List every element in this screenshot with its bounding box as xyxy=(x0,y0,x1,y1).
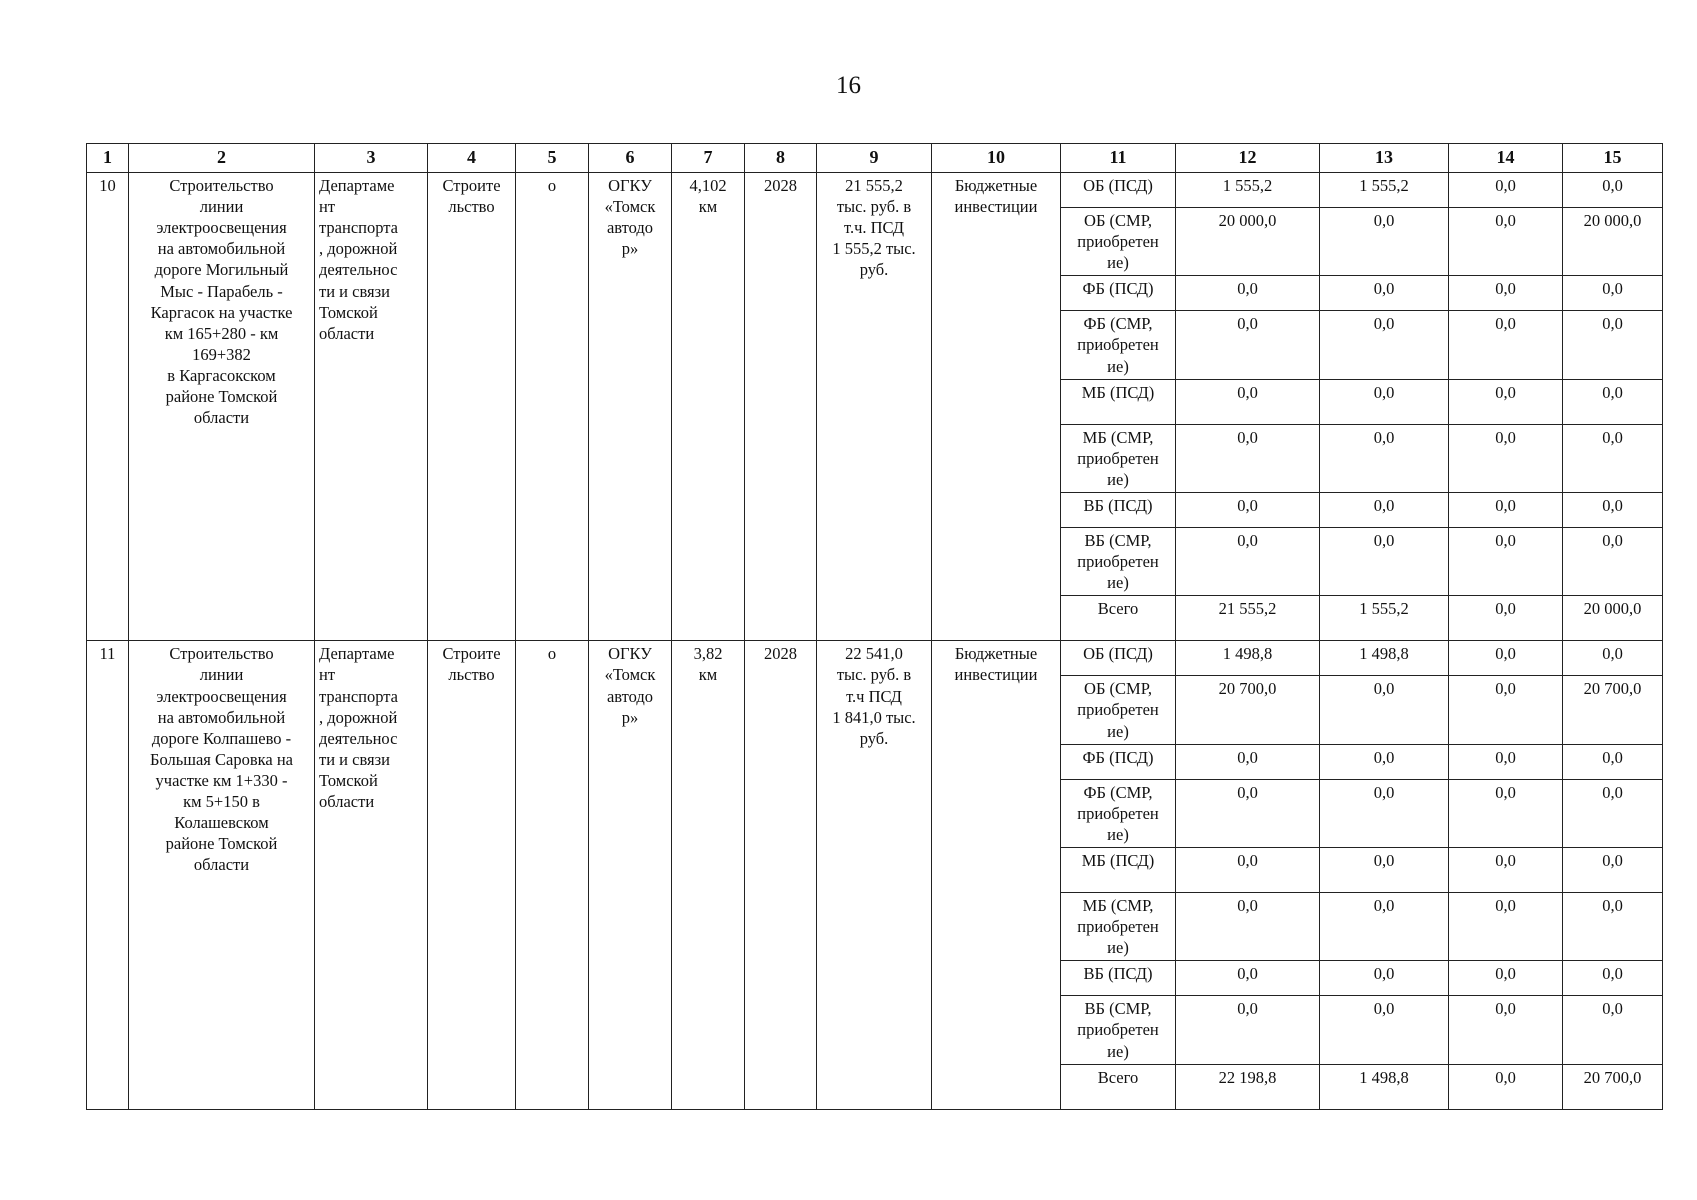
amount-col13-text: 0,0 xyxy=(1373,850,1395,870)
amount-total-text: 0,0 xyxy=(1237,999,1258,1019)
amount-col15 xyxy=(1563,676,1663,744)
page-number: 16 xyxy=(836,72,861,99)
amount-col15-text: 0,0 xyxy=(1602,782,1623,802)
amount-col14-text: 0,0 xyxy=(1495,1067,1516,1087)
amount-total xyxy=(1176,173,1320,208)
amount-total-text: 0,0 xyxy=(1237,782,1258,802)
amount-col13-text: 0,0 xyxy=(1373,279,1395,299)
amount-total xyxy=(1176,641,1320,676)
amount-col13-text: 1 498,8 xyxy=(1359,644,1409,664)
amount-col13 xyxy=(1320,173,1449,208)
project-customer-text: ОГКУ «Томск автодо р» xyxy=(604,176,656,259)
amount-col15 xyxy=(1563,641,1663,676)
amount-col14-text: 0,0 xyxy=(1495,747,1516,767)
amount-col13-text: 0,0 xyxy=(1373,895,1395,915)
amount-col13 xyxy=(1320,527,1449,595)
header-cell: 6 xyxy=(589,144,672,173)
amount-col13 xyxy=(1320,676,1449,744)
amount-col14 xyxy=(1449,311,1563,379)
amount-total xyxy=(1176,996,1320,1064)
header-cell: 1 xyxy=(87,144,129,173)
funding-source xyxy=(1061,1064,1176,1109)
amount-col14 xyxy=(1449,492,1563,527)
amount-total xyxy=(1176,961,1320,996)
amount-col14-text: 0,0 xyxy=(1495,679,1516,699)
amount-col14 xyxy=(1449,173,1563,208)
amount-total-text: 1 555,2 xyxy=(1222,176,1273,195)
funding-source xyxy=(1061,276,1176,311)
amount-col14-text: 0,0 xyxy=(1495,644,1516,664)
project-form xyxy=(932,173,1061,641)
amount-col14-text: 0,0 xyxy=(1495,999,1516,1019)
amount-total-text: 22 198,8 xyxy=(1218,1067,1277,1087)
amount-col15-text: 0,0 xyxy=(1602,850,1623,870)
amount-total xyxy=(1176,1064,1320,1109)
amount-col14-text: 0,0 xyxy=(1495,211,1516,230)
amount-col14 xyxy=(1449,424,1563,492)
funding-source-text: МБ (СМР, приобретен ие) xyxy=(1077,895,1159,958)
amount-total xyxy=(1176,676,1320,744)
amount-col14 xyxy=(1449,641,1563,676)
header-row xyxy=(87,144,1663,173)
table-row xyxy=(87,641,1663,676)
amount-total-text: 0,0 xyxy=(1237,850,1258,870)
project-customer xyxy=(589,641,672,1109)
amount-col15-text: 0,0 xyxy=(1602,964,1623,984)
project-col5-text: о xyxy=(547,644,557,664)
amount-col13-text: 0,0 xyxy=(1373,999,1395,1019)
amount-total xyxy=(1176,892,1320,960)
header-cell: 2 xyxy=(129,144,315,173)
amount-col13-text: 0,0 xyxy=(1373,427,1395,447)
funding-source xyxy=(1061,527,1176,595)
header-cell: 9 xyxy=(817,144,932,173)
amount-col14-text: 0,0 xyxy=(1495,530,1516,550)
project-number xyxy=(87,641,129,1109)
amount-col15 xyxy=(1563,311,1663,379)
amount-col15-text: 0,0 xyxy=(1602,999,1623,1019)
project-cost-text: 21 555,2 тыс. руб. в т.ч. ПСД 1 555,2 тыс. руб. xyxy=(832,176,916,280)
amount-col14 xyxy=(1449,847,1563,892)
amount-col15-text: 0,0 xyxy=(1602,176,1623,195)
table-row xyxy=(87,173,1663,208)
amount-col13 xyxy=(1320,641,1449,676)
amount-col14-text: 0,0 xyxy=(1495,427,1516,447)
amount-col13-text: 1 555,2 xyxy=(1359,599,1409,619)
amount-col15-text: 20 700,0 xyxy=(1583,1067,1642,1087)
amount-col15 xyxy=(1563,379,1663,424)
amount-total-text: 0,0 xyxy=(1237,495,1258,515)
amount-col13 xyxy=(1320,276,1449,311)
amount-total-text: 0,0 xyxy=(1237,279,1258,299)
funding-source-text: ОБ (ПСД) xyxy=(1083,644,1153,664)
investment-table xyxy=(86,143,1663,1110)
amount-col15 xyxy=(1563,996,1663,1064)
amount-total xyxy=(1176,847,1320,892)
project-number-text: 10 xyxy=(99,176,116,195)
project-type xyxy=(428,641,516,1109)
amount-col14 xyxy=(1449,744,1563,779)
funding-source-text: ОБ (ПСД) xyxy=(1083,176,1153,195)
amount-total xyxy=(1176,744,1320,779)
amount-col15-text: 0,0 xyxy=(1602,895,1623,915)
amount-total-text: 0,0 xyxy=(1237,964,1258,984)
funding-source-text: Всего xyxy=(1097,599,1139,619)
amount-col14-text: 0,0 xyxy=(1495,176,1516,195)
amount-col15 xyxy=(1563,892,1663,960)
amount-col13-text: 0,0 xyxy=(1373,495,1395,515)
amount-col15 xyxy=(1563,744,1663,779)
amount-col14-text: 0,0 xyxy=(1495,382,1516,402)
header-cell: 7 xyxy=(672,144,745,173)
project-department xyxy=(315,641,428,1109)
amount-col15 xyxy=(1563,596,1663,641)
funding-source-text: МБ (ПСД) xyxy=(1081,850,1155,870)
funding-source xyxy=(1061,961,1176,996)
funding-source xyxy=(1061,424,1176,492)
header-cell: 10 xyxy=(932,144,1061,173)
amount-col13-text: 0,0 xyxy=(1373,382,1395,402)
project-department-text: Департаме нт транспорта , дорожной деятельнос ти и связи Томской области xyxy=(319,176,398,343)
funding-source xyxy=(1061,311,1176,379)
amount-col14-text: 0,0 xyxy=(1495,314,1516,334)
header-cell: 12 xyxy=(1176,144,1320,173)
amount-col14-text: 0,0 xyxy=(1495,850,1516,870)
amount-col15 xyxy=(1563,276,1663,311)
funding-source-text: ОБ (СМР, приобретен ие) xyxy=(1077,679,1159,741)
amount-col15 xyxy=(1563,527,1663,595)
project-capacity-text: 4,102 км xyxy=(689,176,727,217)
amount-total-text: 0,0 xyxy=(1237,895,1258,915)
amount-col15-text: 20 000,0 xyxy=(1583,599,1642,619)
amount-col13 xyxy=(1320,961,1449,996)
project-customer-text: ОГКУ «Томск автодо р» xyxy=(604,644,656,727)
amount-total xyxy=(1176,379,1320,424)
amount-col13-text: 0,0 xyxy=(1373,211,1395,230)
amount-total xyxy=(1176,527,1320,595)
amount-col15 xyxy=(1563,208,1663,276)
amount-col15 xyxy=(1563,1064,1663,1109)
amount-col14 xyxy=(1449,276,1563,311)
amount-col14-text: 0,0 xyxy=(1495,895,1516,915)
amount-col13 xyxy=(1320,1064,1449,1109)
funding-source xyxy=(1061,779,1176,847)
project-col5 xyxy=(516,173,589,641)
project-number xyxy=(87,173,129,641)
amount-col15 xyxy=(1563,424,1663,492)
project-name-text: Строительство линии электроосвещения на автомобильной дороге Колпашево - Большая Саровка на участке км 1+330 - км 5+150 в Колашевском районе Томской области xyxy=(150,644,293,875)
header-cell: 11 xyxy=(1061,144,1176,173)
project-capacity xyxy=(672,641,745,1109)
amount-col13 xyxy=(1320,424,1449,492)
amount-col15-text: 0,0 xyxy=(1602,382,1623,402)
amount-total xyxy=(1176,596,1320,641)
amount-col13 xyxy=(1320,492,1449,527)
project-capacity xyxy=(672,173,745,641)
amount-col14 xyxy=(1449,676,1563,744)
project-cost xyxy=(817,641,932,1109)
amount-col13 xyxy=(1320,379,1449,424)
amount-col13-text: 0,0 xyxy=(1373,679,1395,699)
amount-col14 xyxy=(1449,208,1563,276)
header-cell: 14 xyxy=(1449,144,1563,173)
funding-source xyxy=(1061,492,1176,527)
amount-col15-text: 0,0 xyxy=(1602,427,1623,447)
funding-source-text: ФБ (ПСД) xyxy=(1082,747,1154,767)
amount-total xyxy=(1176,276,1320,311)
project-cost xyxy=(817,173,932,641)
amount-col13 xyxy=(1320,744,1449,779)
amount-total xyxy=(1176,311,1320,379)
amount-col14-text: 0,0 xyxy=(1495,964,1516,984)
amount-col13-text: 0,0 xyxy=(1373,530,1395,550)
amount-col13-text: 0,0 xyxy=(1373,314,1395,334)
amount-col15-text: 20 700,0 xyxy=(1583,679,1642,699)
funding-source xyxy=(1061,847,1176,892)
amount-col15-text: 0,0 xyxy=(1602,644,1623,664)
amount-col15-text: 0,0 xyxy=(1602,530,1623,550)
project-year-text: 2028 xyxy=(764,176,797,195)
header-cell: 13 xyxy=(1320,144,1449,173)
amount-col13 xyxy=(1320,596,1449,641)
funding-source xyxy=(1061,208,1176,276)
amount-col15 xyxy=(1563,961,1663,996)
funding-source xyxy=(1061,173,1176,208)
funding-source-text: ВБ (СМР, приобретен ие) xyxy=(1077,530,1159,593)
amount-total xyxy=(1176,492,1320,527)
funding-source xyxy=(1061,596,1176,641)
amount-col13-text: 0,0 xyxy=(1373,964,1395,984)
amount-total-text: 1 498,8 xyxy=(1222,644,1273,664)
amount-total-text: 20 700,0 xyxy=(1218,679,1277,699)
funding-source-text: ФБ (СМР, приобретен ие) xyxy=(1077,782,1159,844)
funding-source-text: МБ (ПСД) xyxy=(1081,382,1155,402)
amount-col14-text: 0,0 xyxy=(1495,599,1516,619)
funding-source-text: ВБ (ПСД) xyxy=(1083,495,1153,515)
amount-col15 xyxy=(1563,779,1663,847)
amount-col15-text: 0,0 xyxy=(1602,495,1623,515)
project-number-text: 11 xyxy=(99,644,116,664)
funding-source xyxy=(1061,379,1176,424)
project-department-text: Департаме нт транспорта , дорожной деятельнос ти и связи Томской области xyxy=(319,644,398,812)
project-year xyxy=(745,641,817,1109)
header-cell: 15 xyxy=(1563,144,1663,173)
project-form xyxy=(932,641,1061,1109)
project-name-text: Строительство линии электроосвещения на автомобильной дороге Могильный Мыс - Парабель - Каргасок на участке км 165+280 - км 169+382 в Каргасокском районе Томской области xyxy=(150,176,293,428)
amount-col15 xyxy=(1563,492,1663,527)
amount-col13-text: 1 498,8 xyxy=(1359,1067,1409,1087)
amount-col13-text: 1 555,2 xyxy=(1359,176,1409,195)
amount-col14-text: 0,0 xyxy=(1495,782,1516,802)
funding-source-text: ВБ (СМР, приобретен ие) xyxy=(1077,999,1159,1061)
amount-col14-text: 0,0 xyxy=(1495,279,1516,299)
amount-total xyxy=(1176,779,1320,847)
amount-total-text: 0,0 xyxy=(1237,427,1258,447)
project-type-text: Строите льство xyxy=(442,644,501,685)
project-name xyxy=(129,173,315,641)
project-cost-text: 22 541,0 тыс. руб. в т.ч ПСД 1 841,0 тыс. руб. xyxy=(832,644,916,748)
amount-col14 xyxy=(1449,892,1563,960)
amount-col15-text: 20 000,0 xyxy=(1583,211,1642,230)
amount-col14-text: 0,0 xyxy=(1495,495,1516,515)
project-capacity-text: 3,82 км xyxy=(693,644,723,685)
funding-source xyxy=(1061,892,1176,960)
amount-col14 xyxy=(1449,596,1563,641)
project-department xyxy=(315,173,428,641)
amount-col13-text: 0,0 xyxy=(1373,782,1395,802)
funding-source-text: ОБ (СМР, приобретен ие) xyxy=(1077,211,1159,273)
header-cell: 5 xyxy=(516,144,589,173)
amount-col13 xyxy=(1320,892,1449,960)
funding-source-text: ФБ (ПСД) xyxy=(1082,279,1154,299)
project-form-text: Бюджетные инвестиции xyxy=(954,644,1038,685)
amount-total-text: 0,0 xyxy=(1237,747,1258,767)
funding-source-text: ВБ (ПСД) xyxy=(1083,964,1153,984)
amount-col14 xyxy=(1449,779,1563,847)
amount-col13 xyxy=(1320,311,1449,379)
amount-total-text: 0,0 xyxy=(1237,314,1258,334)
amount-col14 xyxy=(1449,527,1563,595)
funding-source xyxy=(1061,641,1176,676)
project-customer xyxy=(589,173,672,641)
amount-col14 xyxy=(1449,996,1563,1064)
project-name xyxy=(129,641,315,1109)
amount-col13-text: 0,0 xyxy=(1373,747,1395,767)
project-type xyxy=(428,173,516,641)
amount-col14 xyxy=(1449,961,1563,996)
amount-total xyxy=(1176,208,1320,276)
amount-col15-text: 0,0 xyxy=(1602,314,1623,334)
project-year xyxy=(745,173,817,641)
project-type-text: Строите льство xyxy=(442,176,501,217)
amount-col14 xyxy=(1449,1064,1563,1109)
funding-source xyxy=(1061,744,1176,779)
funding-source-text: Всего xyxy=(1097,1067,1139,1087)
funding-source xyxy=(1061,676,1176,744)
amount-total-text: 0,0 xyxy=(1237,530,1258,550)
funding-source xyxy=(1061,996,1176,1064)
amount-col14 xyxy=(1449,379,1563,424)
amount-col15-text: 0,0 xyxy=(1602,747,1623,767)
amount-total-text: 20 000,0 xyxy=(1218,211,1277,230)
amount-col15 xyxy=(1563,847,1663,892)
header-cell: 8 xyxy=(745,144,817,173)
header-cell: 3 xyxy=(315,144,428,173)
project-col5-text: о xyxy=(547,176,557,195)
project-form-text: Бюджетные инвестиции xyxy=(954,176,1038,217)
amount-total-text: 0,0 xyxy=(1237,382,1258,402)
funding-source-text: МБ (СМР, приобретен ие) xyxy=(1077,427,1159,489)
header-cell: 4 xyxy=(428,144,516,173)
amount-col13 xyxy=(1320,779,1449,847)
amount-col13 xyxy=(1320,847,1449,892)
amount-total xyxy=(1176,424,1320,492)
project-year-text: 2028 xyxy=(764,644,797,664)
funding-source-text: ФБ (СМР, приобретен ие) xyxy=(1077,314,1159,376)
amount-col13 xyxy=(1320,208,1449,276)
amount-total-text: 21 555,2 xyxy=(1218,599,1277,619)
project-col5 xyxy=(516,641,589,1109)
amount-col15-text: 0,0 xyxy=(1602,279,1623,299)
amount-col15 xyxy=(1563,173,1663,208)
amount-col13 xyxy=(1320,996,1449,1064)
